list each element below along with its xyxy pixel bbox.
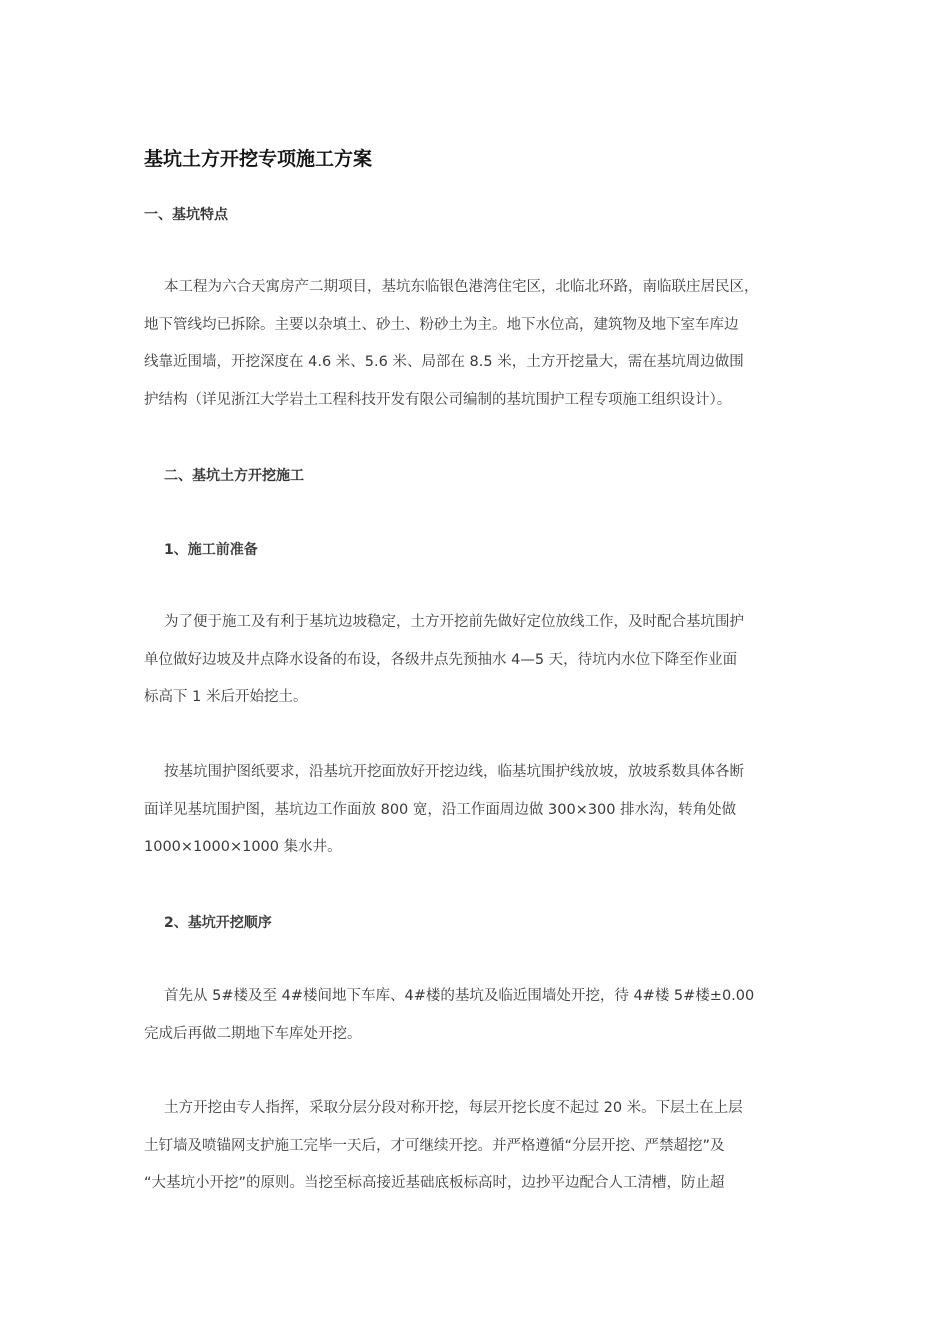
paragraph-line: 地下管线均已拆除。主要以杂填土、砂土、粉砂土为主。地下水位高，建筑物及地下室车库边 [144,316,739,333]
paragraph-preparation [144,612,814,725]
paragraph-line: 土方开挖由专人指挥，采取分层分段对称开挖，每层开挖长度不起过 20 米。下层土在上层 [164,1100,743,1116]
paragraph-layered-excavation [144,1098,814,1211]
paragraph-line: “大基坑小开挖”的原则。当挖至标高接近基础底板标高时，边抄平边配合人工清槽，防止超 [144,1175,725,1191]
paragraph-line: 本工程为六合天寓房产二期项目，基坑东临银色港湾住宅区，北临北环路，南临联庄居民区， [164,279,759,295]
section-heading-features: 一、基坑特点 [144,207,228,223]
paragraph-line: 单位做好边坡及井点降水设备的布设，各级井点先预抽水 4—5 天，待坑内水位下降至作业面 [144,651,738,668]
document-title: 基坑土方开挖专项施工方案 [144,148,373,170]
paragraph-line: 1000×1000×1000 集水井。 [144,839,342,855]
paragraph-line: 面详见基坑围护图，基坑边工作面放 800 宽，沿工作面周边做 300×300 排水沟，转角处做 [144,801,737,818]
paragraph-slope-requirements [144,762,814,875]
paragraph-line: 完成后再做二期地下车库处开挖。 [144,1025,362,1042]
paragraph-line: 护结构（详见浙江大学岩土工程科技开发有限公司编制的基坑围护工程专项施工组织设计）。 [144,391,732,408]
paragraph-line: 土钉墙及喷锚网支护施工完毕一天后，才可继续开挖。并严格遵循“分层开挖、严禁超挖”及 [144,1137,725,1154]
subsection-heading-preparation: 1、施工前准备 [164,542,258,558]
paragraph-line: 线靠近围墙，开挖深度在 4.6 米、5.6 米、局部在 8.5 米，土方开挖量大，需在基坑周边做围 [144,354,744,370]
paragraph-line: 首先从 5#楼及至 4#楼间地下车库、4#楼的基坑及临近围墙处开挖，待 4#楼 5#楼±0.00 [164,988,755,1004]
paragraph-line: 按基坑围护图纸要求，沿基坑开挖面放好开挖边线，临基坑围护线放坡，放坡系数具体各断 [164,764,744,780]
subsection-heading-sequence: 2、基坑开挖顺序 [164,915,272,931]
paragraph-line: 为了便于施工及有利于基坑边坡稳定，土方开挖前先做好定位放线工作，及时配合基坑围护 [164,614,744,630]
paragraph-project-overview [144,277,814,427]
paragraph-sequence [144,986,814,1061]
paragraph-line: 标高下 1 米后开始挖土。 [144,689,308,705]
section-heading-excavation: 二、基坑土方开挖施工 [164,468,304,484]
